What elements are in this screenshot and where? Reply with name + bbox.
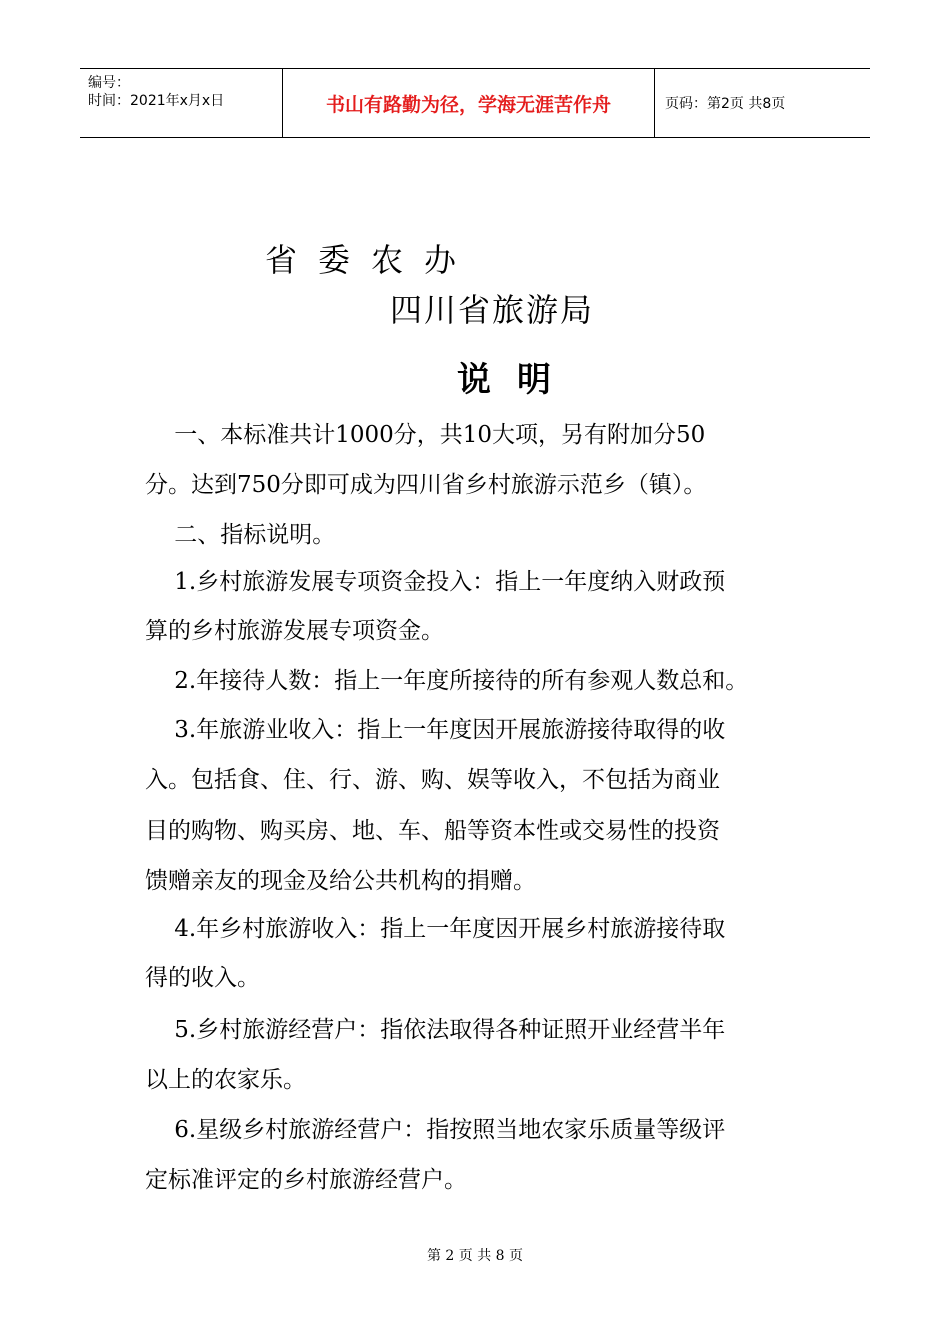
body-line: 5.乡村旅游经营户：指依法取得各种证照开业经营半年 bbox=[145, 1017, 726, 1043]
issuer-org-1: 省委农办 bbox=[265, 241, 478, 279]
header-table bbox=[80, 68, 870, 138]
motto-text: 书山有路勤为径，学海无涯苦作舟 bbox=[283, 69, 655, 137]
page-info: 页码：第2页 共8页 bbox=[665, 96, 786, 112]
body-line: 分。达到750分即可成为四川省乡村旅游示范乡（镇）。 bbox=[145, 472, 707, 498]
body-line: 目的购物、购买房、地、车、船等资本性或交易性的投资 bbox=[145, 818, 720, 844]
body-line: 3.年旅游业收入：指上一年度因开展旅游接待取得的收 bbox=[145, 717, 726, 743]
body-line: 馈赠亲友的现金及给公共机构的捐赠。 bbox=[145, 868, 536, 894]
body-line: 入。包括食、住、行、游、购、娱等收入，不包括为商业 bbox=[145, 767, 720, 793]
body-line: 二、指标说明。 bbox=[145, 522, 336, 548]
body-line: 得的收入。 bbox=[145, 965, 260, 991]
page-footer: 第 2 页 共 8 页 bbox=[426, 1248, 524, 1264]
body-line: 定标准评定的乡村旅游经营户。 bbox=[145, 1167, 467, 1193]
issuer-org-2: 四川省旅游局 bbox=[390, 291, 595, 329]
time-label: 时间：2021年x月x日 bbox=[88, 93, 225, 109]
body-line: 1.乡村旅游发展专项资金投入：指上一年度纳入财政预 bbox=[145, 569, 726, 595]
body-line: 4.年乡村旅游收入：指上一年度因开展乡村旅游接待取 bbox=[145, 916, 726, 942]
body-line: 6.星级乡村旅游经营户：指按照当地农家乐质量等级评 bbox=[145, 1117, 726, 1143]
body-line: 以上的农家乐。 bbox=[145, 1067, 306, 1093]
body-line: 算的乡村旅游发展专项资金。 bbox=[145, 618, 444, 644]
body-line: 2.年接待人数：指上一年度所接待的所有参观人数总和。 bbox=[145, 668, 749, 694]
body-line: 一、本标准共计1000分，共10大项，另有附加分50 bbox=[145, 422, 706, 448]
number-label: 编号： bbox=[88, 75, 130, 91]
document-title: 说明 bbox=[457, 360, 577, 400]
header-left-cell bbox=[80, 69, 283, 137]
